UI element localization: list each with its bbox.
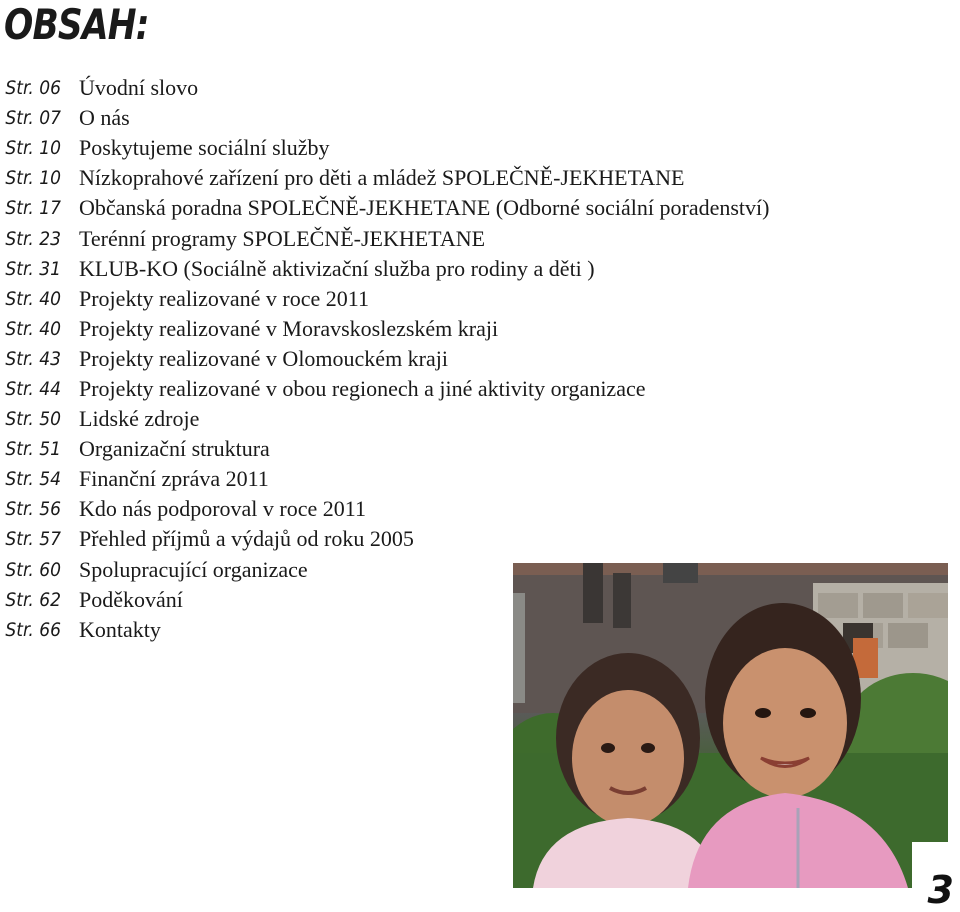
- toc-item[interactable]: [0, 103, 900, 133]
- toc-page-number: Str. 60: [5, 558, 62, 581]
- toc-item[interactable]: [0, 314, 900, 344]
- toc-item-label: Kontakty: [79, 616, 161, 642]
- page-number: 3: [927, 868, 954, 912]
- window: [583, 563, 603, 623]
- toc-item-label: Finanční zpráva 2011: [79, 466, 269, 492]
- toc-page-number: Str. 56: [5, 498, 62, 521]
- toc-page-number: Str. 17: [5, 197, 62, 220]
- toc-page-number: Str. 62: [5, 588, 62, 611]
- toc-item-label: KLUB-KO (Sociálně aktivizační služba pro rodiny a děti ): [79, 255, 595, 281]
- toc-item[interactable]: [0, 73, 900, 103]
- toc-item-label: Lidské zdroje: [79, 406, 200, 432]
- toc-page-number: Str. 07: [5, 107, 62, 130]
- girl-face: [572, 690, 684, 826]
- toc-item[interactable]: [0, 434, 900, 464]
- toc-item[interactable]: [0, 524, 900, 554]
- children-photo: [513, 563, 948, 888]
- toc-page-number: Str. 51: [5, 438, 62, 461]
- toc-item-label: Poděkování: [79, 586, 183, 612]
- table-of-contents: [0, 73, 900, 645]
- toc-item[interactable]: [0, 494, 900, 524]
- toc-item-label: Spolupracující organizace: [79, 556, 308, 582]
- toc-page-number: Str. 10: [5, 137, 62, 160]
- photo-illustration: [513, 563, 948, 888]
- toc-page-number: Str. 31: [5, 257, 62, 280]
- toc-item-label: Projekty realizované v obou regionech a jiné aktivity organizace: [79, 375, 646, 401]
- toc-page-number: Str. 57: [5, 528, 62, 551]
- toc-page-number: Str. 50: [5, 408, 62, 431]
- toc-item[interactable]: [0, 223, 900, 253]
- toc-item-label: Projekty realizované v Olomouckém kraji: [79, 345, 448, 371]
- toc-item[interactable]: [0, 464, 900, 494]
- toc-item[interactable]: [0, 344, 900, 374]
- toc-page-number: Str. 40: [5, 317, 62, 340]
- toc-item-label: Projekty realizované v Moravskoslezském kraji: [79, 315, 499, 341]
- toc-item-label: O nás: [79, 105, 130, 131]
- toc-item-label: Občanská poradna SPOLEČNĚ-JEKHETANE (Odborné sociální poradenství): [79, 195, 770, 221]
- toc-item-label: Nízkoprahové zařízení pro děti a mládež SPOLEČNĚ-JEKHETANE: [79, 165, 685, 191]
- toc-page-number: Str. 44: [5, 377, 62, 400]
- toc-item[interactable]: [0, 163, 900, 193]
- toc-item-label: Projekty realizované v roce 2011: [79, 285, 369, 311]
- girl-face: [723, 648, 847, 798]
- toc-page-number: Str. 10: [5, 167, 62, 190]
- toc-item-label: Kdo nás podporoval v roce 2011: [79, 496, 366, 522]
- toc-page-number: Str. 40: [5, 287, 62, 310]
- toc-page-number: Str. 66: [5, 618, 62, 641]
- toc-item-label: Poskytujeme sociální služby: [79, 135, 330, 161]
- toc-item[interactable]: [0, 193, 900, 223]
- toc-item[interactable]: [0, 254, 900, 284]
- toc-item[interactable]: [0, 374, 900, 404]
- page-title: OBSAH:: [4, 0, 149, 49]
- window: [613, 573, 631, 628]
- toc-item[interactable]: [0, 284, 900, 314]
- toc-item-label: Organizační struktura: [79, 436, 270, 462]
- page-corner: [912, 842, 960, 912]
- toc-item[interactable]: [0, 133, 900, 163]
- toc-item-label: Terénní programy SPOLEČNĚ-JEKHETANE: [79, 225, 486, 251]
- toc-item-label: Úvodní slovo: [79, 75, 199, 101]
- toc-page-number: Str. 43: [5, 347, 62, 370]
- window: [663, 563, 698, 583]
- toc-item-label: Přehled příjmů a výdajů od roku 2005: [79, 526, 414, 552]
- toc-page-number: Str. 54: [5, 468, 62, 491]
- toc-page-number: Str. 06: [5, 77, 62, 100]
- toc-item[interactable]: [0, 404, 900, 434]
- toc-page-number: Str. 23: [5, 227, 62, 250]
